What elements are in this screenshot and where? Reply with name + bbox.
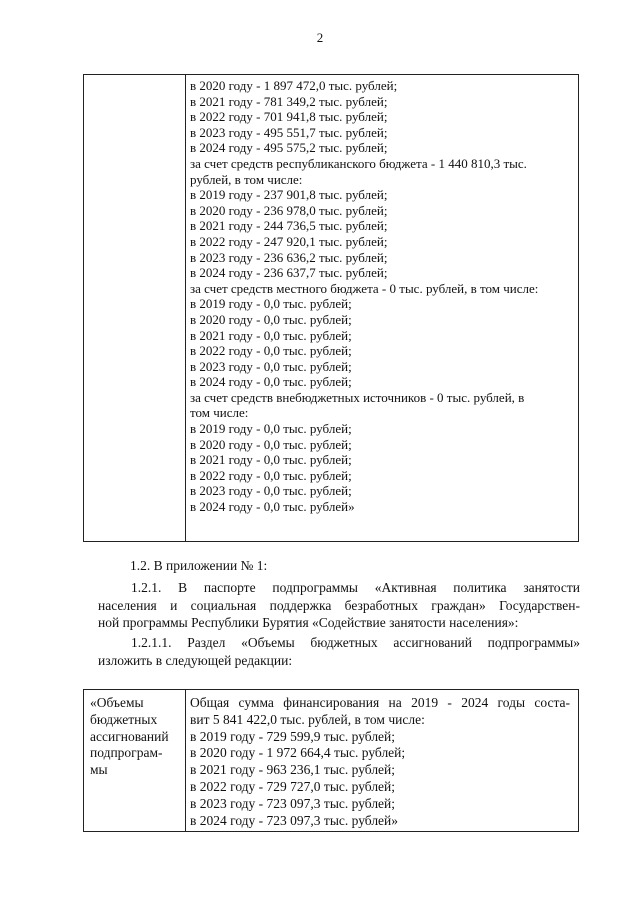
funding-line: в 2024 году - 0,0 тыс. рублей» <box>190 499 355 515</box>
funding-line: за счет средств республиканского бюджета - 1 440 810,3 тыс. <box>190 155 527 171</box>
funding-line: в 2022 году - 247 920,1 тыс. рублей; <box>190 233 388 249</box>
paragraph-1-2-1 <box>83 579 580 632</box>
funding-line: вит 5 841 422,0 тыс. рублей, в том числе: <box>190 711 425 727</box>
paragraph-line: 1.2.1.1. Раздел «Объемы бюджетных ассигнований подпрограммы» <box>131 635 580 650</box>
funding-line: в 2024 году - 495 575,2 тыс. рублей; <box>190 140 388 156</box>
funding-line: в 2024 году - 723 097,3 тыс. рублей» <box>190 812 399 828</box>
funding-line: в 2022 году - 0,0 тыс. рублей; <box>190 467 352 483</box>
section-title-line: ассигнований <box>90 728 169 744</box>
funding-line: в 2019 году - 237 901,8 тыс. рублей; <box>190 187 388 203</box>
section-title-line: «Объемы <box>90 695 144 710</box>
funding-line: в 2023 году - 236 636,2 тыс. рублей; <box>190 249 388 265</box>
funding-table-continued <box>83 74 579 542</box>
paragraph-1-2 <box>98 557 580 575</box>
funding-line: в 2019 году - 729 599,9 тыс. рублей; <box>190 728 396 744</box>
paragraph-line: изложить в следующей редакции: <box>98 652 293 668</box>
funding-line: в 2023 году - 495 551,7 тыс. рублей; <box>190 124 388 140</box>
funding-line: в 2019 году - 0,0 тыс. рублей; <box>190 421 352 437</box>
funding-line: в 2022 году - 701 941,8 тыс. рублей; <box>190 109 388 125</box>
section-title-line: мы <box>90 762 108 778</box>
funding-line: за счет средств внебюджетных источников - 0 тыс. рублей, в <box>190 389 525 405</box>
budget-allocation-table <box>83 689 579 832</box>
funding-line: в 2020 году - 1 972 664,4 тыс. рублей; <box>190 745 406 761</box>
funding-line: рублей, в том числе: <box>190 171 303 187</box>
funding-line: в 2020 году - 236 978,0 тыс. рублей; <box>190 202 388 218</box>
section-title-cell <box>84 690 186 831</box>
funding-line: в 2023 году - 723 097,3 тыс. рублей; <box>190 795 396 811</box>
funding-line: в 2023 году - 0,0 тыс. рублей; <box>190 483 352 499</box>
funding-line: за счет средств местного бюджета - 0 тыс. рублей, в том числе: <box>190 280 539 296</box>
section-title-line: подпрограм- <box>90 745 163 761</box>
section-title-line: бюджетных <box>90 711 158 727</box>
funding-line: Общая сумма финансирования на 2019 - 2024 годы соста- <box>190 695 570 710</box>
paragraph-1-2-1-1 <box>83 634 580 669</box>
funding-line: в 2021 году - 244 736,5 тыс. рублей; <box>190 218 388 234</box>
table-left-cell <box>84 75 186 541</box>
funding-line: в 2021 году - 963 236,1 тыс. рублей; <box>190 762 396 778</box>
funding-text-cell <box>190 695 576 829</box>
funding-line: в 2021 году - 0,0 тыс. рублей; <box>190 327 352 343</box>
funding-line: том числе: <box>190 405 249 421</box>
funding-line: в 2020 году - 1 897 472,0 тыс. рублей; <box>190 78 398 93</box>
funding-line: в 2022 году - 0,0 тыс. рублей; <box>190 343 352 359</box>
table-right-cell <box>190 78 576 515</box>
funding-line: в 2020 году - 0,0 тыс. рублей; <box>190 311 352 327</box>
paragraph-line: ной программы Республики Бурятия «Содействие занятости населения»: <box>98 615 519 630</box>
funding-line: в 2024 году - 236 637,7 тыс. рублей; <box>190 265 388 281</box>
page-number: 2 <box>316 30 324 45</box>
paragraph-line: 1.2.1. В паспорте подпрограммы «Активная политика занятости <box>131 580 580 595</box>
paragraph-line: 1.2. В приложении № 1: <box>130 558 268 573</box>
funding-line: в 2024 году - 0,0 тыс. рублей; <box>190 374 352 390</box>
paragraph-line: населения и социальная поддержка безработных граждан» Государствен- <box>98 597 580 613</box>
funding-line: в 2022 году - 729 727,0 тыс. рублей; <box>190 778 396 794</box>
funding-line: в 2023 году - 0,0 тыс. рублей; <box>190 358 352 374</box>
funding-line: в 2019 году - 0,0 тыс. рублей; <box>190 296 352 312</box>
funding-line: в 2021 году - 781 349,2 тыс. рублей; <box>190 93 388 109</box>
funding-line: в 2020 году - 0,0 тыс. рублей; <box>190 436 352 452</box>
funding-line: в 2021 году - 0,0 тыс. рублей; <box>190 452 352 468</box>
